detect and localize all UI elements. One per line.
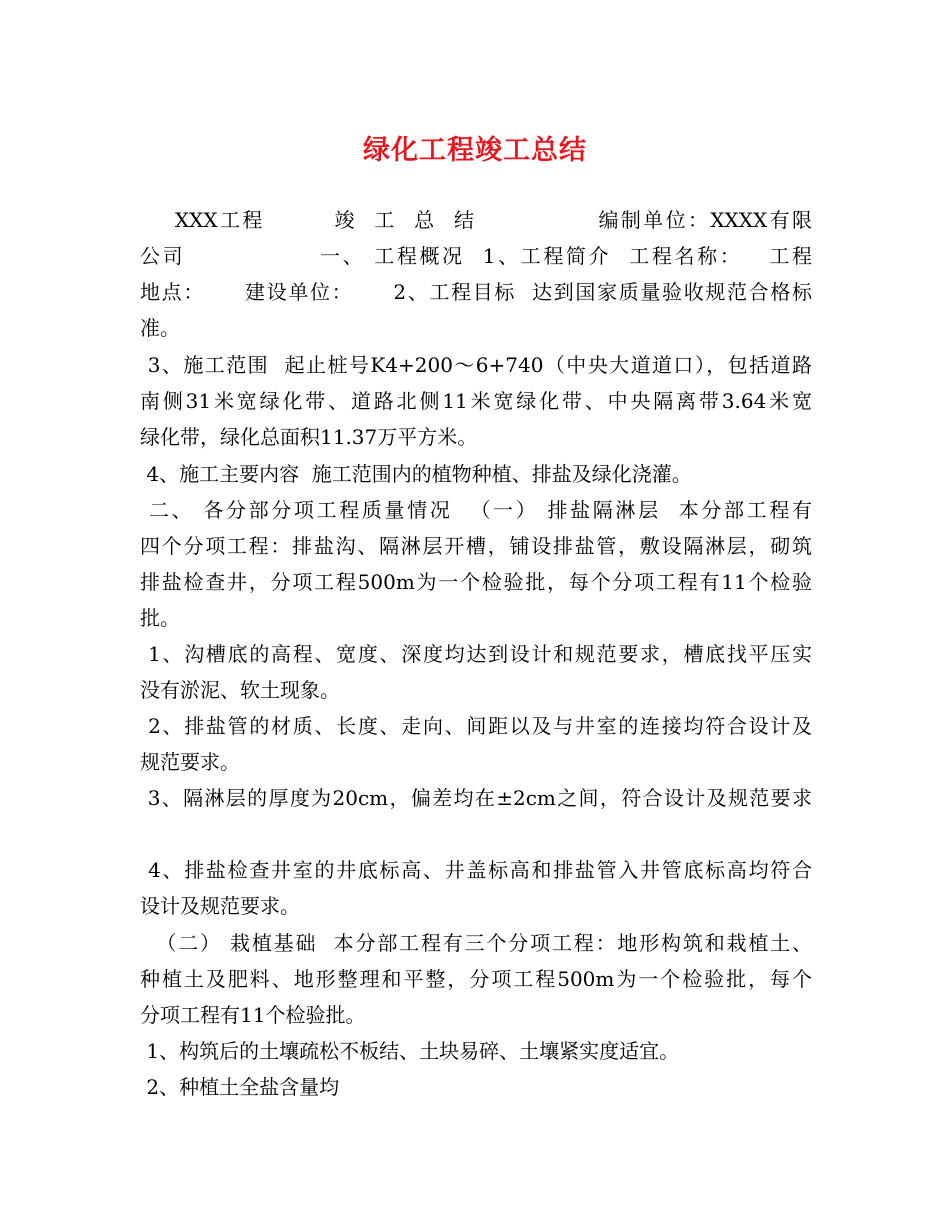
body-line: 二、 各分部分项工程质量情况 （一） 排盐隔淋层 本分部工程有 (140, 498, 812, 522)
body-line: 1、构筑后的土壤疏松不板结、土块易碎、土壤紧实度适宜。 (140, 1039, 680, 1063)
body-line: 没有淤泥、软土现象。 (140, 678, 340, 702)
body-line: 种植土及肥料、地形整理和平整，分项工程500m为一个检验批，每个 (140, 967, 812, 991)
body-line: 绿化带，绿化总面积11.37万平方米。 (140, 425, 478, 449)
body-line: 准。 (140, 316, 180, 340)
body-line: 3、隔淋层的厚度为20cm，偏差均在±2cm之间，符合设计及规范要求 (140, 786, 812, 810)
body-line: 3、施工范围 起止桩号K4+200～6+740（中央大道道口），包括道路 (140, 353, 812, 377)
body-line: XXX工程 竣 工 总 结 编制单位：XXXX有限 (140, 208, 812, 232)
body-line: 4、施工主要内容 施工范围内的植物种植、排盐及绿化浇灌。 (140, 462, 692, 486)
body-line: 四个分项工程：排盐沟、隔淋层开槽，铺设排盐管，敷设隔淋层，砌筑 (140, 534, 812, 558)
body-line: 规范要求。 (140, 750, 240, 774)
body-line: 南侧31米宽绿化带、道路北侧11米宽绿化带、中央隔离带3.64米宽 (140, 389, 812, 413)
body-line: 地点： 建设单位： 2、工程目标 达到国家质量验收规范合格标 (140, 280, 812, 304)
body-line: 分项工程有11个检验批。 (140, 1003, 366, 1027)
document-title: 绿化工程竣工总结 (363, 135, 587, 166)
body-line: 公司 一、 工程概况 1、工程简介 工程名称： 工程 (140, 244, 812, 268)
body-line: 设计及规范要求。 (140, 894, 300, 918)
body-line: 排盐检查井，分项工程500m为一个检验批，每个分项工程有11个检验 (140, 570, 812, 594)
body-line: 4、排盐检查井室的井底标高、井盖标高和排盐管入井管底标高均符合 (140, 858, 812, 882)
body-line: 批。 (140, 606, 180, 630)
body-line: 1、沟槽底的高程、宽度、深度均达到设计和规范要求，槽底找平压实 (140, 642, 812, 666)
body-line: 2、排盐管的材质、长度、走向、间距以及与井室的连接均符合设计及 (140, 714, 812, 738)
body-line: （二） 栽植基础 本分部工程有三个分项工程：地形构筑和栽植土、 (140, 931, 812, 955)
body-line: 2、种植土全盐含量均 (140, 1075, 340, 1099)
